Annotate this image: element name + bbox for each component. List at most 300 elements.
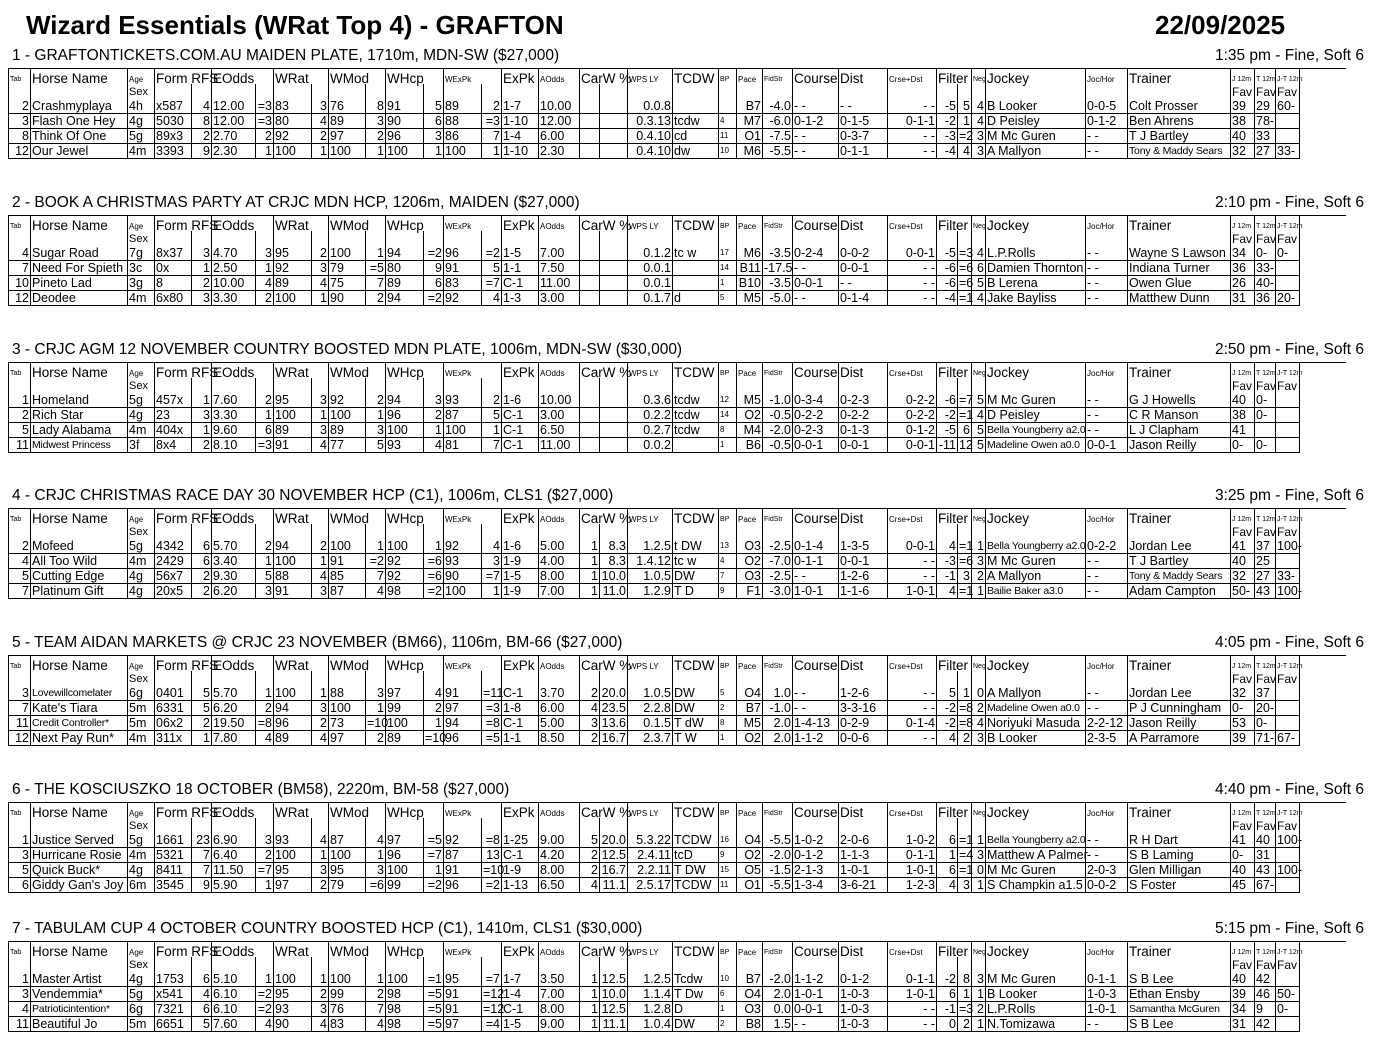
header-spacer [539, 524, 580, 539]
header-dist: Dist [839, 363, 888, 384]
cell: =7 [424, 848, 444, 863]
cell: 5 [424, 99, 444, 114]
cell: x587 [155, 99, 192, 114]
cell: 100 [274, 291, 312, 306]
header-spacer [600, 84, 628, 99]
cell: 6.00 [539, 129, 580, 144]
cell: 1.4.12 [628, 554, 673, 569]
header-trainer: Trainer [1128, 803, 1231, 824]
cell: 3-6-21 [839, 878, 888, 893]
cell: 89 [386, 731, 424, 746]
cell: 1-1-3 [839, 848, 888, 863]
cell: 3 [972, 848, 986, 863]
cell [600, 276, 628, 291]
header-spacer [580, 524, 600, 539]
cell: 40 [1231, 129, 1255, 144]
header-pace: Pace [737, 509, 763, 530]
cell: 27 [1255, 144, 1276, 159]
cell: 457x [155, 393, 192, 408]
header-spacer [958, 524, 972, 539]
cell: 6331 [155, 701, 192, 716]
cell [580, 423, 600, 438]
header-tcdw: TCDW [673, 942, 719, 963]
cell: 1-25 [502, 833, 539, 848]
header-age: Age [128, 656, 155, 677]
header-spacer [958, 818, 972, 833]
cell: 6 [424, 114, 444, 129]
cell: 0.0 [763, 1002, 793, 1017]
header-eodds: EOdds [212, 509, 274, 530]
cell: 1-5 [502, 246, 539, 261]
header-crsedst: Crse+Dst [888, 69, 937, 90]
cell: 15 [719, 863, 737, 878]
cell: 5.70 [212, 539, 256, 554]
cell: 1 [482, 584, 502, 599]
cell [673, 261, 719, 276]
cell: 2 [256, 848, 274, 863]
cell: -1.5 [763, 863, 793, 878]
cell [1276, 701, 1300, 716]
cell: Bella Youngberry a2.0 [987, 834, 1086, 846]
cell: 1-0-1 [839, 863, 888, 878]
cell: 3f [128, 438, 155, 453]
cell: 11 [719, 129, 737, 144]
cell [580, 276, 600, 291]
cell: -1.0 [763, 393, 793, 408]
cell: D Peisley [986, 114, 1086, 129]
cell: 0-3-7 [839, 129, 888, 144]
header-spacer [424, 231, 444, 246]
cell: 4 [312, 114, 329, 129]
cell: 0.0.8 [628, 99, 673, 114]
cell: 1-2-6 [839, 569, 888, 584]
header-spacer [31, 957, 128, 972]
cell: 4 [312, 833, 329, 848]
cell: 3 [424, 393, 444, 408]
header-fav: Fav [1256, 232, 1277, 246]
cell: T D [673, 584, 719, 599]
cell: O2 [737, 554, 763, 569]
header-spacer [256, 524, 274, 539]
cell: 0- [1255, 438, 1276, 453]
header-spacer [444, 524, 482, 539]
cell: 33- [1276, 569, 1300, 584]
cell: 3 [256, 833, 274, 848]
header-spacer [600, 957, 628, 972]
cell: 95 [274, 863, 312, 878]
cell: 89 [329, 114, 366, 129]
header-course: Course [793, 803, 839, 824]
cell: M Mc Guren [986, 129, 1086, 144]
header-spacer [580, 671, 600, 686]
cell [580, 144, 600, 159]
race-title: 3 - CRJC AGM 12 NOVEMBER COUNTRY BOOSTED MDN PLATE, 1006m, MDN-SW ($30,000) [12, 341, 683, 358]
cell: =8 [482, 833, 502, 848]
cell: tcD [673, 848, 719, 863]
header-wpsly: WPS LY [628, 656, 673, 677]
cell: 4 [958, 144, 972, 159]
header-wmod: WMod [329, 363, 386, 384]
cell: DW [673, 686, 719, 701]
cell: 6 [192, 539, 212, 554]
cell: 12 [9, 291, 31, 306]
cell: 4g [128, 569, 155, 584]
header-dist: Dist [839, 216, 888, 237]
header-wrat: WRat [274, 509, 329, 530]
cell: 91 [444, 987, 482, 1002]
cell: Matthew A Palmer [987, 848, 1088, 862]
header-spacer [986, 378, 1086, 393]
header-whcp: WHcp [386, 363, 444, 384]
cell: 6.50 [539, 423, 580, 438]
cell: 4m [128, 144, 155, 159]
cell: - - [1086, 393, 1128, 408]
header-fav: Fav [1276, 84, 1300, 99]
cell: 2 [192, 129, 212, 144]
cell [1276, 686, 1300, 701]
cell: 20x5 [155, 584, 192, 599]
cell: 0-2-3 [793, 423, 839, 438]
header-spacer [628, 671, 673, 686]
cell: 100 [386, 539, 424, 554]
cell: 96 [274, 716, 312, 731]
cell: 1-7 [502, 972, 539, 987]
cell: 1.0.5 [628, 569, 673, 584]
cell: 5 [719, 686, 737, 701]
header-spacer [312, 818, 329, 833]
cell: 1.2.5 [628, 972, 673, 987]
cell: 4 [366, 833, 386, 848]
cell: cd [673, 129, 719, 144]
cell: 1-1-2 [793, 731, 839, 746]
header-jockey: Jockey [986, 216, 1086, 237]
header-spacer [600, 378, 628, 393]
cell: - - [888, 569, 937, 584]
cell: 3g [128, 276, 155, 291]
header-spacer [482, 671, 502, 686]
cell: 2 [312, 129, 329, 144]
header-wrat: WRat [274, 363, 329, 384]
cell: 4 [937, 584, 958, 599]
header-spacer [424, 378, 444, 393]
header-spacer [155, 231, 192, 246]
cell: 2 [482, 99, 502, 114]
cell: 2 [192, 569, 212, 584]
header-fav: Fav [1231, 818, 1255, 833]
cell: 93 [386, 438, 424, 453]
header-whcp: WHcp [386, 69, 444, 90]
header-spacer [329, 671, 366, 686]
cell: 100- [1277, 833, 1303, 847]
header-spacer [256, 84, 274, 99]
cell: 0.3.13 [628, 114, 673, 129]
header-tcdw: TCDW [673, 656, 719, 677]
cell: Ben Ahrens [1128, 114, 1231, 129]
header-spacer [329, 231, 366, 246]
cell: 2 [192, 438, 212, 453]
cell: 1 [366, 144, 386, 159]
cell: Jason Reilly [1128, 438, 1231, 453]
cell: L.P.Rolls [986, 1002, 1086, 1017]
header-spacer [888, 231, 937, 246]
header-tcdw: TCDW [673, 69, 719, 90]
header-spacer [386, 818, 424, 833]
cell: 1 [719, 438, 737, 453]
header-spacer [719, 378, 737, 393]
cell: 40 [1255, 833, 1276, 848]
cell: 0.3.6 [628, 393, 673, 408]
cell: 5m [128, 1017, 155, 1032]
cell: Deodee [31, 291, 128, 306]
cell: 4 [312, 1017, 329, 1032]
cell: 99 [386, 878, 424, 893]
cell: -17.5 [764, 261, 793, 275]
header-spacer [192, 671, 212, 686]
cell: 1.0 [763, 686, 793, 701]
cell: 94 [386, 291, 424, 306]
cell: 89 [386, 276, 424, 291]
cell: - - [888, 731, 937, 746]
cell: 71- [1256, 731, 1275, 745]
cell: 1661 [155, 833, 192, 848]
cell: - - [1086, 686, 1128, 701]
cell: 2 [9, 408, 31, 423]
cell: 8 [366, 99, 386, 114]
cell: 10.00 [539, 393, 580, 408]
cell: 92 [386, 554, 424, 569]
cell: 4m [128, 554, 155, 569]
race-title: 5 - TEAM AIDAN MARKETS @ CRJC 23 NOVEMBER (BM66), 1106m, BM-66 ($27,000) [12, 634, 623, 651]
cell: -2.5 [763, 539, 793, 554]
cell: 1-0-2 [793, 833, 839, 848]
cell: 3 [366, 863, 386, 878]
cell: 2.0 [763, 987, 793, 1002]
cell: 0-1-1 [888, 114, 937, 129]
cell: 7 [9, 261, 31, 276]
cell: 91 [444, 863, 482, 878]
cell: 0-1-2 [1086, 114, 1128, 129]
header-wpsly: WPS LY [628, 942, 673, 963]
header-crsedst: Crse+Dst [888, 216, 937, 237]
cell: - - [1086, 144, 1128, 159]
header-jt12: J-T 12m [1276, 216, 1300, 237]
cell: 5 [937, 686, 958, 701]
cell: 1 [312, 686, 329, 701]
header-spacer [763, 957, 793, 972]
header-dist: Dist [839, 69, 888, 90]
header-spacer [274, 84, 312, 99]
cell: 89 [274, 423, 312, 438]
cell: =1 [959, 584, 974, 598]
cell: 0-2-9 [839, 716, 888, 731]
cell: - - [793, 261, 839, 276]
cell: 4 [9, 246, 31, 261]
cell: 13 [719, 539, 737, 554]
cell: - - [1086, 408, 1128, 423]
header-spacer [793, 957, 839, 972]
cell: 13.6 [601, 716, 626, 730]
cell: 2 [958, 1017, 972, 1032]
cell: 40 [1231, 972, 1255, 987]
cell: 0-0-1 [839, 261, 888, 276]
cell: 95 [274, 246, 312, 261]
cell: O5 [737, 863, 763, 878]
header-fav: Fav [1231, 231, 1255, 246]
header-trainer: Trainer [1128, 942, 1231, 963]
cell: T W [673, 731, 719, 746]
cell: 91 [274, 438, 312, 453]
cell: 38 [1231, 114, 1255, 129]
cell: 0.1.7 [628, 291, 673, 306]
cell: 5 [972, 423, 986, 438]
cell: 100 [274, 554, 312, 569]
cell: 0.4.10 [628, 144, 673, 159]
cell: 5.00 [539, 716, 580, 731]
cell: =7 [482, 972, 502, 987]
cell: 39 [1231, 987, 1255, 1002]
header-tab: Tab [9, 363, 31, 384]
header-trainer: Trainer [1128, 656, 1231, 677]
cell: 97 [274, 878, 312, 893]
header-spacer [212, 524, 256, 539]
cell: - - [888, 276, 937, 291]
cell: 3 [9, 686, 31, 701]
cell: 1 [958, 987, 972, 1002]
header-spacer [386, 231, 424, 246]
cell: 2 [192, 716, 212, 731]
header-spacer [737, 524, 763, 539]
cell: 91 [329, 554, 366, 569]
cell: 91 [444, 1002, 482, 1017]
cell: B8 [737, 1017, 763, 1032]
cell: =6 [424, 554, 444, 569]
cell: - - [793, 701, 839, 716]
cell: 1 [256, 261, 274, 276]
cell: 3.30 [212, 291, 256, 306]
header-spacer [256, 957, 274, 972]
cell: 8 [9, 129, 31, 144]
cell: 4g [128, 114, 155, 129]
cell: 1 [9, 972, 31, 987]
cell: O3 [737, 1002, 763, 1017]
cell: 2 [192, 584, 212, 599]
header-spacer [1086, 231, 1128, 246]
cell: 1-2-3 [888, 878, 937, 893]
cell: 1 [580, 1002, 600, 1017]
header-spacer [329, 378, 366, 393]
header-bp: BP [719, 509, 737, 530]
header-trainer: Trainer [1128, 69, 1231, 90]
cell: 76 [329, 99, 366, 114]
header-wpsly: WPS LY [628, 509, 673, 530]
cell [600, 99, 628, 114]
cell: 98 [386, 584, 424, 599]
header-spacer [274, 231, 312, 246]
race-table [8, 215, 1346, 306]
cell: 100 [274, 972, 312, 987]
cell: 8x37 [155, 246, 192, 261]
cell: 4 [256, 1017, 274, 1032]
header-spacer [719, 84, 737, 99]
cell: 27 [1255, 569, 1276, 584]
header-spacer [212, 957, 256, 972]
cell: 6 [972, 261, 986, 276]
cell: 13 [482, 848, 502, 863]
cell: =2 [424, 291, 444, 306]
cell: Flash One Hey [31, 114, 128, 129]
cell: =5 [424, 987, 444, 1002]
cell: -5.0 [763, 291, 793, 306]
cell: B Looker [986, 987, 1086, 1002]
cell: 17 [719, 246, 737, 261]
cell: 0-1-1 [888, 848, 937, 863]
cell: 41 [1231, 539, 1255, 554]
cell: 91 [444, 686, 482, 701]
cell: Colt Prosser [1128, 99, 1231, 114]
header-pace: Pace [737, 363, 763, 384]
cell: B10 [738, 276, 761, 290]
cell: 12.5 [601, 972, 626, 986]
cell [600, 393, 628, 408]
cell: 0- [1255, 393, 1276, 408]
cell: =2 [424, 584, 444, 599]
cell: 3-3-16 [839, 701, 888, 716]
cell: 6m [128, 878, 155, 893]
cell: 6.50 [539, 878, 580, 893]
race-title: 7 - TABULAM CUP 4 OCTOBER COUNTRY BOOSTED HCP (C1), 1410m, CLS1 ($30,000) [12, 920, 643, 937]
header-spacer [192, 231, 212, 246]
cell: 3 [972, 554, 986, 569]
cell: 5g [128, 539, 155, 554]
cell: P J Cunningham [1128, 701, 1231, 716]
cell: 90 [329, 291, 366, 306]
cell: - - [888, 261, 937, 276]
cell: 2 [312, 987, 329, 1002]
cell: =10 [483, 863, 505, 877]
header-aodds: AOdds [539, 509, 580, 530]
cell: 1 [482, 144, 502, 159]
cell: =3 [257, 99, 272, 113]
header-spacer [366, 378, 386, 393]
cell: tcdw [673, 114, 719, 129]
cell: 3 [424, 129, 444, 144]
header-dist: Dist [839, 656, 888, 677]
cell: =1 [959, 833, 974, 847]
cell: =1 [959, 291, 974, 305]
cell: 1-0-3 [1086, 987, 1128, 1002]
header-spacer [839, 84, 888, 99]
cell: - - [888, 1002, 937, 1017]
cell: O2 [737, 731, 763, 746]
cell: 5 [719, 291, 737, 306]
header-spacer [31, 818, 128, 833]
cell: 1 [719, 731, 737, 746]
cell: -1.0 [763, 701, 793, 716]
header-spacer [386, 957, 424, 972]
header-spacer [600, 231, 628, 246]
cell: 0-0-1 [793, 1002, 839, 1017]
cell: =2 [257, 987, 272, 1001]
cell: 6g [128, 1002, 155, 1017]
cell: 100 [329, 701, 366, 716]
cell: 96 [386, 848, 424, 863]
cell: 33 [1255, 129, 1276, 144]
header-expk: ExPk [502, 216, 539, 237]
cell: 4 [972, 716, 986, 731]
cell: 1.1.4 [628, 987, 673, 1002]
cell: 1 [312, 408, 329, 423]
cell: 60- [1276, 99, 1300, 114]
